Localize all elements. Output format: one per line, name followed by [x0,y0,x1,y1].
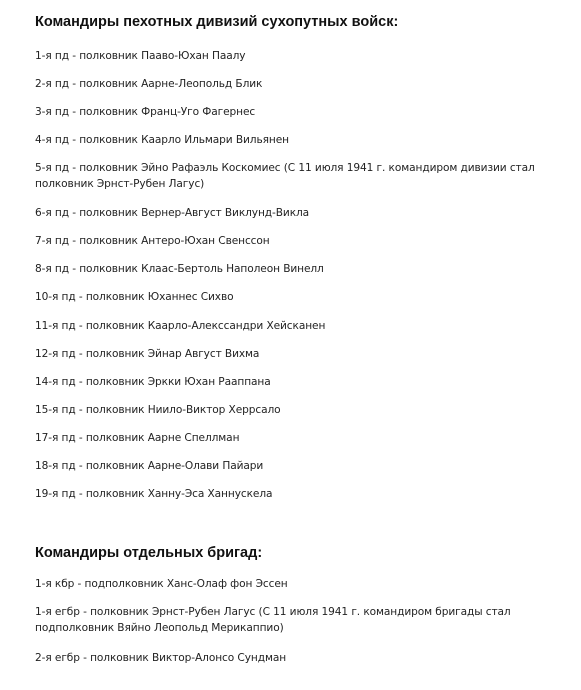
list-item: 19-я пд - полковник Ханну-Эса Ханнускела [35,488,273,500]
list-item: 2-я пд - полковник Аарне-Леопольд Блик [35,78,263,90]
list-item: 12-я пд - полковник Эйнар Август Вихма [35,348,260,360]
list-item: 2-я егбр - полковник Виктор-Алонсо Сундман [35,652,287,664]
brigades-section-title: Командиры отдельных бригад: [35,545,263,561]
list-item: 17-я пд - полковник Аарне Спеллман [35,432,240,444]
list-item: 15-я пд - полковник Ниило-Виктор Херрсало [35,404,281,416]
list-item: 1-я егбр - полковник Эрнст-Рубен Лагус (С 11 июля 1941 г. командиром бригады стал подполковник Вяйно Леопольд Мерикаппио) [35,606,511,634]
list-item: 8-я пд - полковник Клаас-Бертоль Наполеон Винелл [35,263,324,275]
list-item: 3-я пд - полковник Франц-Уго Фагернес [35,106,256,118]
infantry-section-title: Командиры пехотных дивизий сухопутных войск: [35,14,399,30]
list-item: 5-я пд - полковник Эйно Рафаэль Коскомиес (С 11 июля 1941 г. командиром дивизии стал полковник Эрнст-Рубен Лагус) [35,162,535,190]
list-item: 7-я пд - полковник Антеро-Юхан Свенссон [35,235,270,247]
list-item: 10-я пд - полковник Юханнес Сихво [35,291,234,303]
list-item: 11-я пд - полковник Каарло-Алекссандри Хейсканен [35,320,326,332]
list-item: 6-я пд - полковник Вернер-Август Виклунд-Викла [35,207,310,219]
list-item: 1-я кбр - подполковник Ханс-Олаф фон Эссен [35,578,288,590]
list-item: 1-я пд - полковник Пааво-Юхан Паалу [35,50,246,62]
list-item: 18-я пд - полковник Аарне-Олави Пайари [35,460,264,472]
list-item: 14-я пд - полковник Эркки Юхан Рааппана [35,376,271,388]
list-item: 4-я пд - полковник Каарло Ильмари Вильянен [35,134,289,146]
